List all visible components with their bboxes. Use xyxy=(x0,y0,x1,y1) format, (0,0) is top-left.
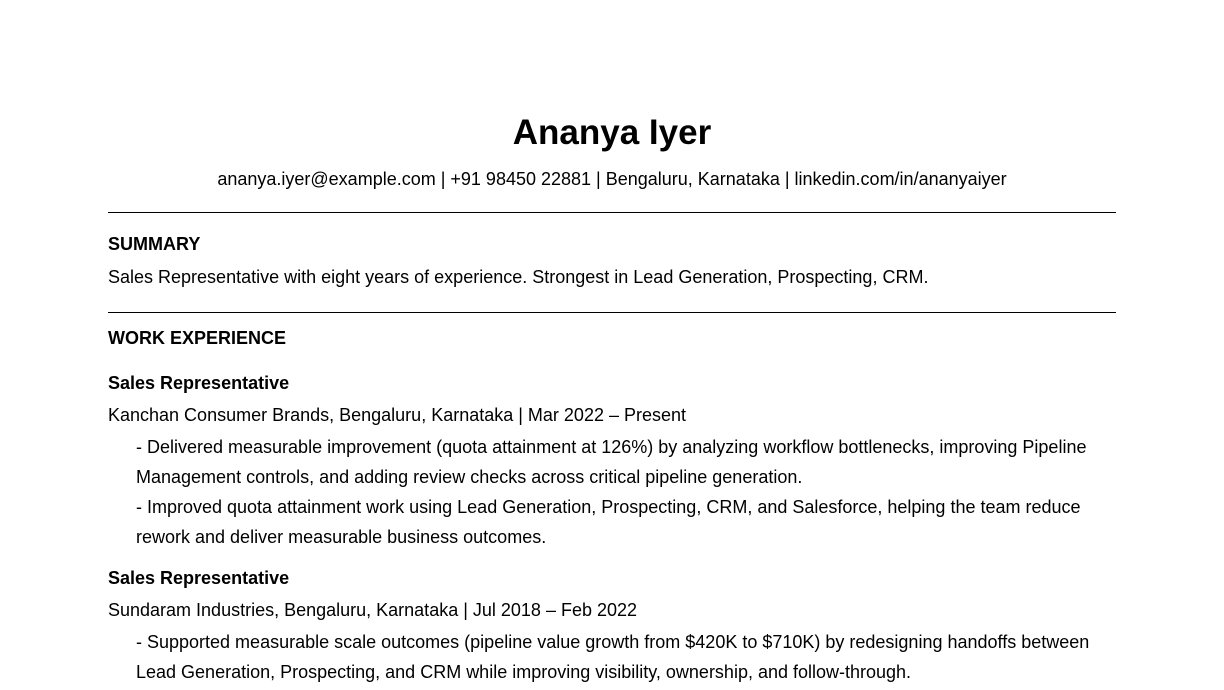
job-bullet: - Delivered measurable improvement (quota attainment at 126%) by analyzing workflow bottlenecks, improving Pipeline Management controls, and adding review checks across critical pipeline generation. xyxy=(136,437,1087,487)
work-experience-heading: WORK EXPERIENCE xyxy=(108,328,287,348)
job-title: Sales Representative xyxy=(108,568,290,588)
summary-heading: SUMMARY xyxy=(108,234,201,254)
candidate-name: Ananya Iyer xyxy=(512,113,712,152)
job-bullets xyxy=(108,627,1116,687)
job-entry xyxy=(108,567,1116,687)
job-bullet: - Supported measurable scale outcomes (pipeline value growth from $420K to $710K) by redesigning handoffs between Lead Generation, Prospecting, and CRM while improving visibility, ownership, and follow-through. xyxy=(136,632,1090,682)
job-entry xyxy=(108,372,1116,552)
job-bullets xyxy=(108,432,1116,552)
job-company-dates: Sundaram Industries, Bengaluru, Karnataka | Jul 2018 – Feb 2022 xyxy=(108,600,638,620)
job-company-dates: Kanchan Consumer Brands, Bengaluru, Karnataka | Mar 2022 – Present xyxy=(108,405,687,425)
job-title: Sales Representative xyxy=(108,373,290,393)
job-bullet: - Improved quota attainment work using Lead Generation, Prospecting, CRM, and Salesforce, helping the team reduce rework and deliver measurable business outcomes. xyxy=(136,497,1081,547)
section-divider xyxy=(108,212,1116,213)
section-divider xyxy=(108,312,1116,313)
summary-text: Sales Representative with eight years of experience. Strongest in Lead Generation, Prospecting, CRM. xyxy=(108,267,929,287)
contact-line: ananya.iyer@example.com | +91 98450 22881 | Bengaluru, Karnataka | linkedin.com/in/ananyaiyer xyxy=(217,169,1007,189)
